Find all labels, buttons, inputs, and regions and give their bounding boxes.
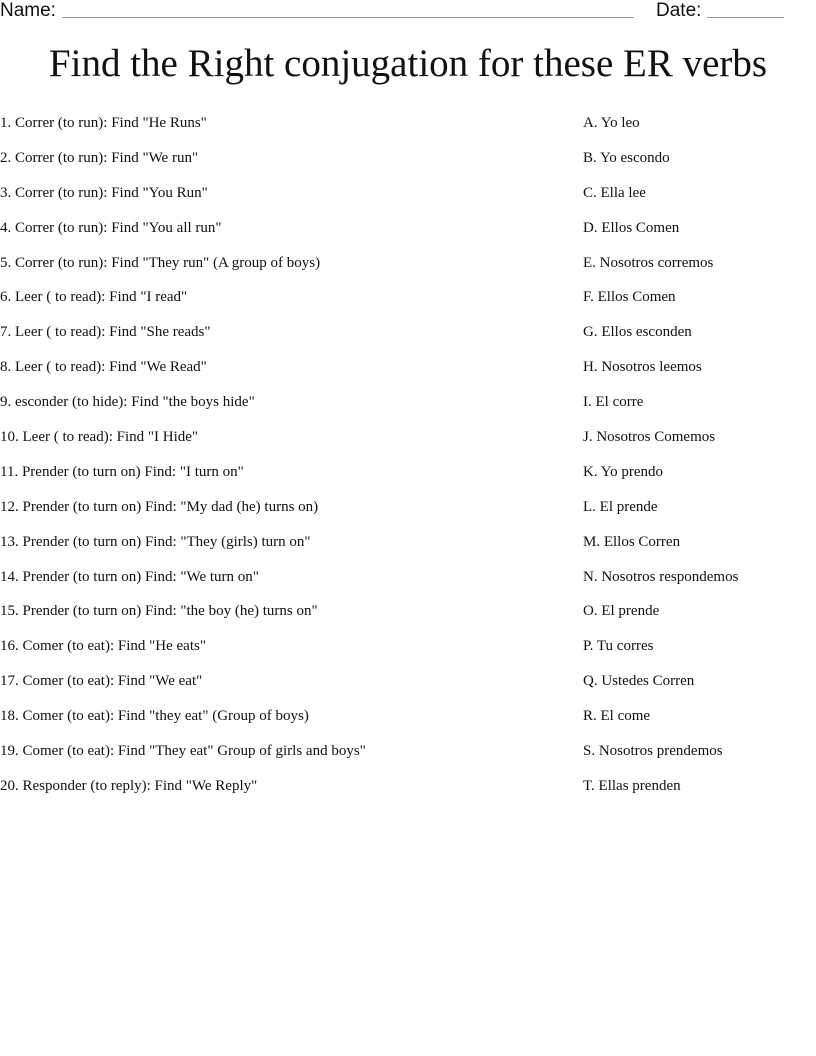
name-label: Name: (0, 0, 56, 21)
question-item: 6. Leer ( to read): Find "I read" (0, 289, 188, 306)
question-item: 20. Responder (to reply): Find "We Reply" (0, 777, 258, 794)
question-item: 11. Prender (to turn on) Find: "I turn on" (0, 463, 244, 480)
answer-item: F. Ellos Comen (583, 289, 676, 306)
answer-item: A. Yo leo (583, 115, 640, 131)
answer-item: P. Tu corres (583, 638, 654, 655)
question-item: 9. esconder (to hide): Find "the boys hide" (0, 394, 255, 411)
page-title: Find the Right conjugation for these ER verbs (48, 42, 768, 85)
answer-item: R. El come (583, 708, 651, 725)
answer-item: Q. Ustedes Corren (583, 673, 695, 690)
question-item: 13. Prender (to turn on) Find: "They (girls) turn on" (0, 533, 311, 550)
question-item: 7. Leer ( to read): Find "She reads" (0, 324, 211, 341)
question-item: 17. Comer (to eat): Find "We eat" (0, 673, 203, 690)
question-item: 3. Correr (to run): Find "You Run" (0, 184, 208, 201)
date-blank-line (707, 17, 784, 18)
answer-list (583, 112, 816, 810)
question-item: 19. Comer (to eat): Find "They eat" Group of girls and boys" (0, 743, 366, 760)
answer-item: S. Nosotros prendemos (583, 743, 723, 760)
date-label: Date: (656, 0, 702, 21)
question-item: 8. Leer ( to read): Find "We Read" (0, 359, 207, 376)
question-item: 1. Correr (to run): Find "He Runs" (0, 115, 207, 131)
answer-item: I. El corre (583, 394, 644, 411)
answer-item: C. Ella lee (583, 184, 646, 201)
answer-item: H. Nosotros leemos (583, 359, 702, 376)
answer-item: L. El prende (583, 498, 658, 515)
question-item: 16. Comer (to eat): Find "He eats" (0, 638, 206, 655)
question-item: 4. Correr (to run): Find "You all run" (0, 219, 222, 236)
answer-item: B. Yo escondo (583, 149, 670, 166)
answer-item: T. Ellas prenden (583, 777, 681, 794)
answer-item: M. Ellos Corren (583, 533, 681, 550)
name-blank-line (62, 17, 634, 18)
question-item: 12. Prender (to turn on) Find: "My dad (he) turns on) (0, 498, 319, 515)
question-item: 15. Prender (to turn on) Find: "the boy (he) turns on" (0, 603, 318, 620)
question-item: 2. Correr (to run): Find "We run" (0, 149, 199, 166)
answer-item: J. Nosotros Comemos (583, 429, 716, 446)
question-item: 18. Comer (to eat): Find "they eat" (Group of boys) (0, 708, 309, 725)
answer-item: D. Ellos Comen (583, 219, 680, 236)
answer-item: N. Nosotros respondemos (583, 568, 739, 585)
answer-item: O. El prende (583, 603, 660, 620)
answer-item: G. Ellos esconden (583, 324, 692, 341)
question-item: 5. Correr (to run): Find "They run" (A group of boys) (0, 254, 321, 271)
answer-item: E. Nosotros corremos (583, 254, 714, 271)
worksheet-header (0, 0, 816, 24)
question-item: 14. Prender (to turn on) Find: "We turn on" (0, 568, 259, 585)
question-item: 10. Leer ( to read): Find "I Hide" (0, 429, 199, 446)
answer-item: K. Yo prendo (583, 463, 664, 480)
question-list (0, 112, 560, 810)
